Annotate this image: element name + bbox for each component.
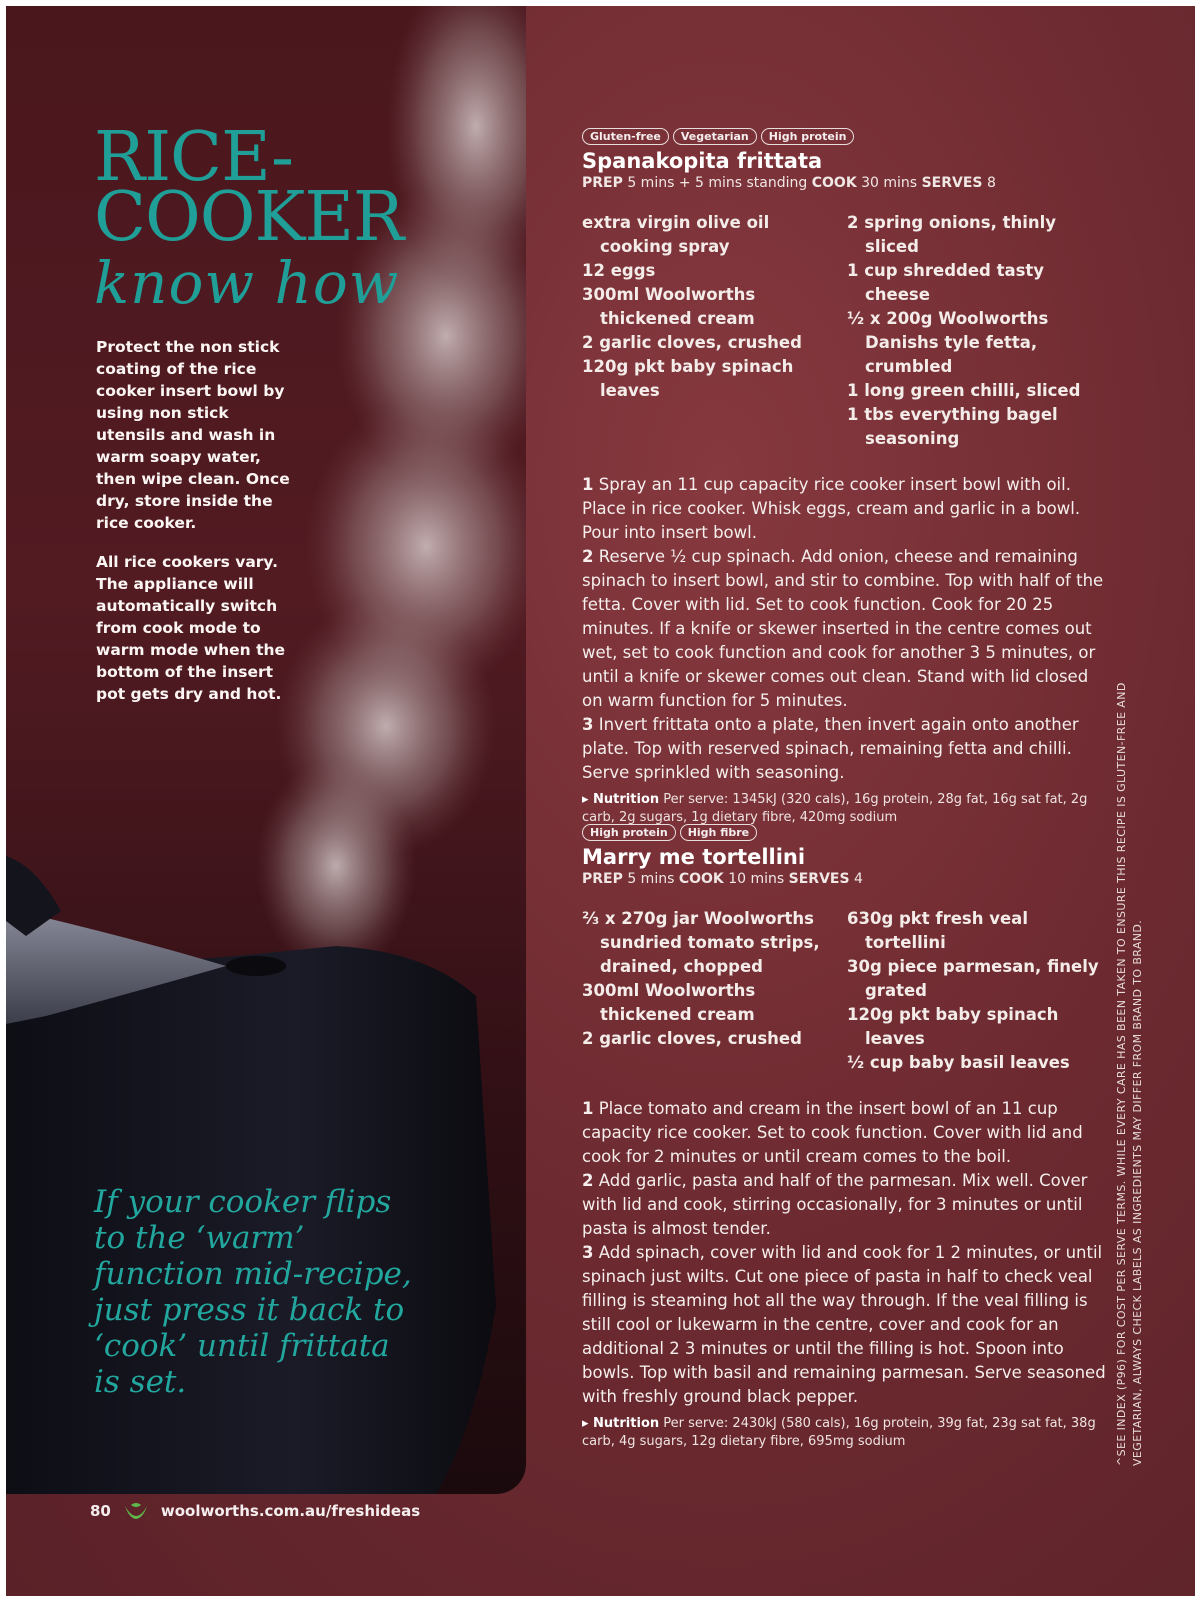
cook-label: COOK [678,871,724,887]
method-step [582,545,1112,713]
recipe-title: Marry me tortellini [582,845,806,869]
magazine-page [6,6,1195,1596]
ingredient: 2 garlic cloves, crushed [582,1029,802,1048]
method-step [582,473,1112,545]
step-text: Add garlic, pasta and half of the parmesan. Mix well. Cover with lid and cook, stirring occasionally, for 3 minutes or until pasta is almost tender. [582,1171,1088,1238]
prep-time: 5 mins [627,871,675,887]
nutrition-info [582,791,1112,827]
serves-label: SERVES [788,871,850,887]
disclaimer-note: ^SEE INDEX (P96) FOR COST PER SERVE TERMS. WHILE EVERY CARE HAS BEEN TAKEN TO ENSURE THIS RECIPE IS GLUTEN-FREE AND VEGETARIAN, ALWAYS CHECK LABELS AS INGREDIENTS MAY DIFFER FROM BRAND TO BRAND. [1115,682,1144,1466]
step-number: 1 [582,1099,594,1118]
footer-url[interactable]: woolworths.com.au/freshideas [160,1502,421,1520]
tag-high-protein: High protein [582,824,676,841]
ingredients [582,211,1112,451]
woolworths-logo-icon [123,1500,149,1522]
step-text: Place tomato and cream in the insert bowl of an 11 cup capacity rice cooker. Set to cook function. Cover with lid and cook for 2 minutes or until cream comes to the boil. [582,1099,1083,1166]
nutrition-text: Per serve: 1345kJ (320 cals), 16g protein, 28g fat, 16g sat fat, 2g carb, 2g sugars, 1g dietary fibre, 420mg sodium [582,792,1088,825]
prep-label: PREP [582,871,623,887]
ingredient: 1 tbs everything bagel seasoning [847,405,1058,448]
cook-time: 10 mins [728,871,785,887]
ingredient: 30g piece parmesan, finely grated [847,957,1099,1000]
tag-high-fibre: High fibre [680,824,757,841]
step-text: Spray an 11 cup capacity rice cooker insert bowl with oil. Place in rice cooker. Whisk eggs, cream and garlic in a bowl. Pour into insert bowl. [582,475,1081,542]
ingredient: 300ml Woolworths thickened cream [582,981,756,1024]
step-text: Invert frittata onto a plate, then invert again onto another plate. Top with reserved spinach, remaining fetta and chilli. Serve sprinkled with seasoning. [582,715,1079,782]
step-number: 3 [582,715,594,734]
ingredient: ½ cup baby basil leaves [847,1053,1070,1072]
ingredient: 300ml Woolworths thickened cream [582,285,756,328]
tag-gluten-free: Gluten-free [582,128,669,145]
ingredient: ⅔ x 270g jar Woolworths sundried tomato strips, drained, chopped [582,909,820,976]
recipe-tortellini [582,824,1112,1451]
pull-quote: If your cooker flips to the ‘warm’ function mid-recipe, just press it back to ‘cook’ until frittata is set. [94,1184,412,1400]
method-step [582,1169,1112,1241]
serves-count: 8 [986,175,996,191]
step-text: Reserve ½ cup spinach. Add onion, cheese and remaining spinach to insert bowl, and stir to combine. Top with half of the fetta. Cover with lid. Set to cook function. Cook for 20 25 minutes. If a knife or skewer inserted in the centre comes out wet, set to cook function and cook for another 3 5 minutes, or until a knife or skewer comes out clean. Stand with lid closed on warm function for 5 minutes. [582,547,1104,710]
nutrition-label: ▸ Nutrition [582,792,660,807]
step-number: 1 [582,475,594,494]
nutrition-text: Per serve: 2430kJ (580 cals), 16g protein, 39g fat, 23g sat fat, 38g carb, 4g sugars, 12g dietary fibre, 695mg sodium [582,1416,1096,1449]
step-text: Add spinach, cover with lid and cook for 1 2 minutes, or until spinach just wilts. Cut one piece of pasta in half to check veal filling is steaming hot all the way through. If the veal filling is still cool or lukewarm in the centre, cover and cook for an additional 2 3 minutes or until the filling is hot. Spoon into bowls. Top with basil and remaining parmesan. Serve seasoned with freshly ground black pepper. [582,1243,1106,1406]
ingredient: 120g pkt baby spinach leaves [847,1005,1059,1048]
serves-label: SERVES [921,175,983,191]
step-number: 3 [582,1243,594,1262]
recipe-spanakopita [582,128,1112,827]
ingredient: 2 spring onions, thinly sliced [847,213,1057,256]
page-number: 80 [90,1502,111,1520]
prep-label: PREP [582,175,623,191]
headline [94,118,404,318]
ingredient: 2 garlic cloves, crushed [582,333,802,352]
tag-vegetarian: Vegetarian [673,128,757,145]
ingredients [582,907,1112,1075]
ingredients-col-right [847,907,1112,1075]
dietary-tags [582,128,1112,145]
recipe-title: Spanakopita frittata [582,149,823,173]
headline-line-3: know how [94,249,400,317]
dietary-tags [582,824,1112,841]
ingredients-col-left [582,907,847,1075]
ingredients-col-right [847,211,1112,451]
headline-line-2: COOKER [94,178,404,257]
ingredient: ½ x 200g Woolworths Danishs tyle fetta, crumbled [847,309,1049,376]
tag-high-protein: High protein [761,128,855,145]
tip-paragraph-1: Protect the non stick coating of the rice cooker insert bowl by using non stick utensils and wash in warm soapy water, then wipe clean. Once dry, store inside the rice cooker. [96,338,290,532]
method-step [582,1097,1112,1169]
step-number: 2 [582,1171,594,1190]
ingredient: 630g pkt fresh veal tortellini [847,909,1028,952]
nutrition-label: ▸ Nutrition [582,1416,660,1431]
method-step [582,1241,1112,1409]
ingredient: 1 long green chilli, sliced [847,381,1081,400]
ingredient: 12 eggs [582,261,656,280]
cook-label: COOK [811,175,857,191]
ingredient: extra virgin olive oil cooking spray [582,213,770,256]
serves-count: 4 [854,871,863,887]
prep-time: 5 mins + 5 mins standing [627,175,808,191]
recipe-meta [582,871,1112,887]
method [582,1097,1112,1409]
ingredient: 120g pkt baby spinach leaves [582,357,794,400]
headline-line-1: RICE- [94,118,293,197]
nutrition-info [582,1415,1112,1451]
tip-paragraph-2: All rice cookers vary. The appliance will automatically switch from cook mode to warm mode when the bottom of the insert pot gets dry and hot. [96,553,286,703]
method-step [582,713,1112,785]
ingredients-col-left [582,211,847,451]
method [582,473,1112,785]
page-footer [90,1500,420,1522]
ingredient: 1 cup shredded tasty cheese [847,261,1045,304]
cook-time: 30 mins [861,175,918,191]
recipe-meta [582,175,1112,191]
step-number: 2 [582,547,594,566]
